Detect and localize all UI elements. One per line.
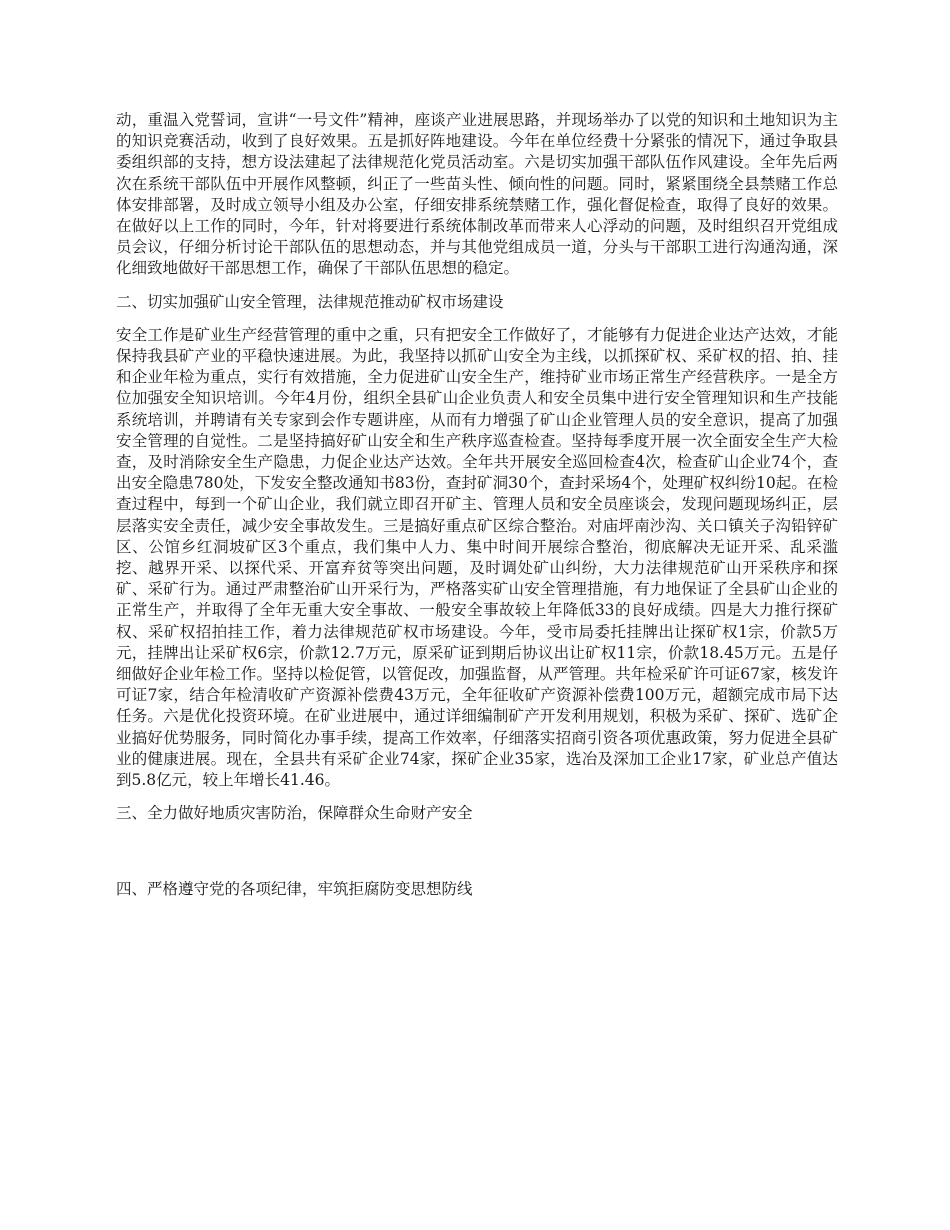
document-page [116,110,838,900]
section-heading: 四、严格遵守党的各项纪律，牢筑拒腐防变思想防线 [116,879,473,898]
body-paragraph: 动，重温入党誓词，宣讲“一号文件”精神，座谈产业进展思路，并现场举办了以党的知识和土地知识为主的知识竞赛活动，收到了良好效果。五是抓好阵地建设。今年在单位经费十分紧张的情况下，通过争取县委组织部的支持，想方设法建起了法律规范化党员活动室。六是切实加强干部队伍作风建设。全年先后两次在系统干部队伍中开展作风整顿，纠正了一些苗头性、倾向性的问题。同时，紧紧围绕全县禁赌工作总体安排部署，及时成立领导小组及办公室，仔细安排系统禁赌工作，强化督促检查，取得了良好的效果。在做好以上工作的同时，今年，针对将要进行系统体制改革而带来人心浮动的问题，及时组织召开党组成员会议，仔细分析讨论干部队伍的思想动态，并与其他党组成员一道，分头与干部职工进行沟通沟通，深化细致地做好干部思想工作，确保了干部队伍思想的稳定。 [116,111,838,278]
section-heading: 二、切实加强矿山安全管理，法律规范推动矿权市场建设 [116,292,504,311]
body-paragraph: 安全工作是矿业生产经营管理的重中之重，只有把安全工作做好了，才能够有力促进企业达产达效，才能保持我县矿产业的平稳快速进展。为此，我坚持以抓矿山安全为主线，以抓探矿权、采矿权的招、拍、挂和企业年检为重点，实行有效措施，全力促进矿山安全生产，维持矿业市场正常生产经营秩序。一是全方位加强安全知识培训。今年4月份，组织全县矿山企业负责人和安全员集中进行安全管理知识和生产技能系统培训，并聘请有关专家到会作专题讲座，从而有力增强了矿山企业管理人员的安全意识，提高了加强安全管理的自觉性。二是坚持搞好矿山安全和生产秩序巡查检查。坚持每季度开展一次全面安全生产大检查，及时消除安全生产隐患，力促企业达产达效。全年共开展安全巡回检查4次，检查矿山企业74个，查出安全隐患780处，下发安全整改通知书83份，查封矿洞30个，查封采场4个，处理矿权纠纷10起。在检查过程中，每到一个矿山企业，我们就立即召开矿主、管理人员和安全员座谈会，发现问题现场纠正，层层落实安全责任，减少安全事故发生。三是搞好重点矿区综合整治。对庙坪南沙沟、关口镇关子沟铅锌矿区、公馆乡红洞坡矿区3个重点，我们集中人力、集中时间开展综合整治，彻底解决无证开采、乱采滥挖、越界开采、以探代采、开富弃贫等突出问题，及时调处矿山纠纷，大力法律规范矿山开采秩序和探矿、采矿行为。通过严肃整治矿山开采行为，严格落实矿山安全管理措施，有力地保证了全县矿山企业的正常生产，并取得了全年无重大安全事故、一般安全事故较上年降低33的良好成绩。四是大力推行探矿权、采矿权招拍挂工作，着力法律规范矿权市场建设。今年，受市局委托挂牌出让探矿权1宗，价款5万元，挂牌出让采矿权6宗，价款12.7万元，原采矿证到期后协议出让矿权11宗，价款18.45万元。五是仔细做好企业年检工作。坚持以检促管，以管促改，加强监督，从严管理。共年检采矿许可证67家，核发许可证7家，结合年检清收矿产资源补偿费43万元，全年征收矿产资源补偿费100万元，超额完成市局下达任务。六是优化投资环境。在矿业进展中，通过详细编制矿产开发利用规划，积极为采矿、探矿、选矿企业搞好优势服务，同时简化办事手续，提高工作效率，仔细落实招商引资各项优惠政策，努力促进全县矿业的健康进展。现在，全县共有采矿企业74家，探矿企业35家，选冶及深加工企业17家，矿业总产值达到5.8亿元，较上年增长41.46。 [116,325,838,790]
section-heading: 三、全力做好地质灾害防治，保障群众生命财产安全 [116,804,473,823]
